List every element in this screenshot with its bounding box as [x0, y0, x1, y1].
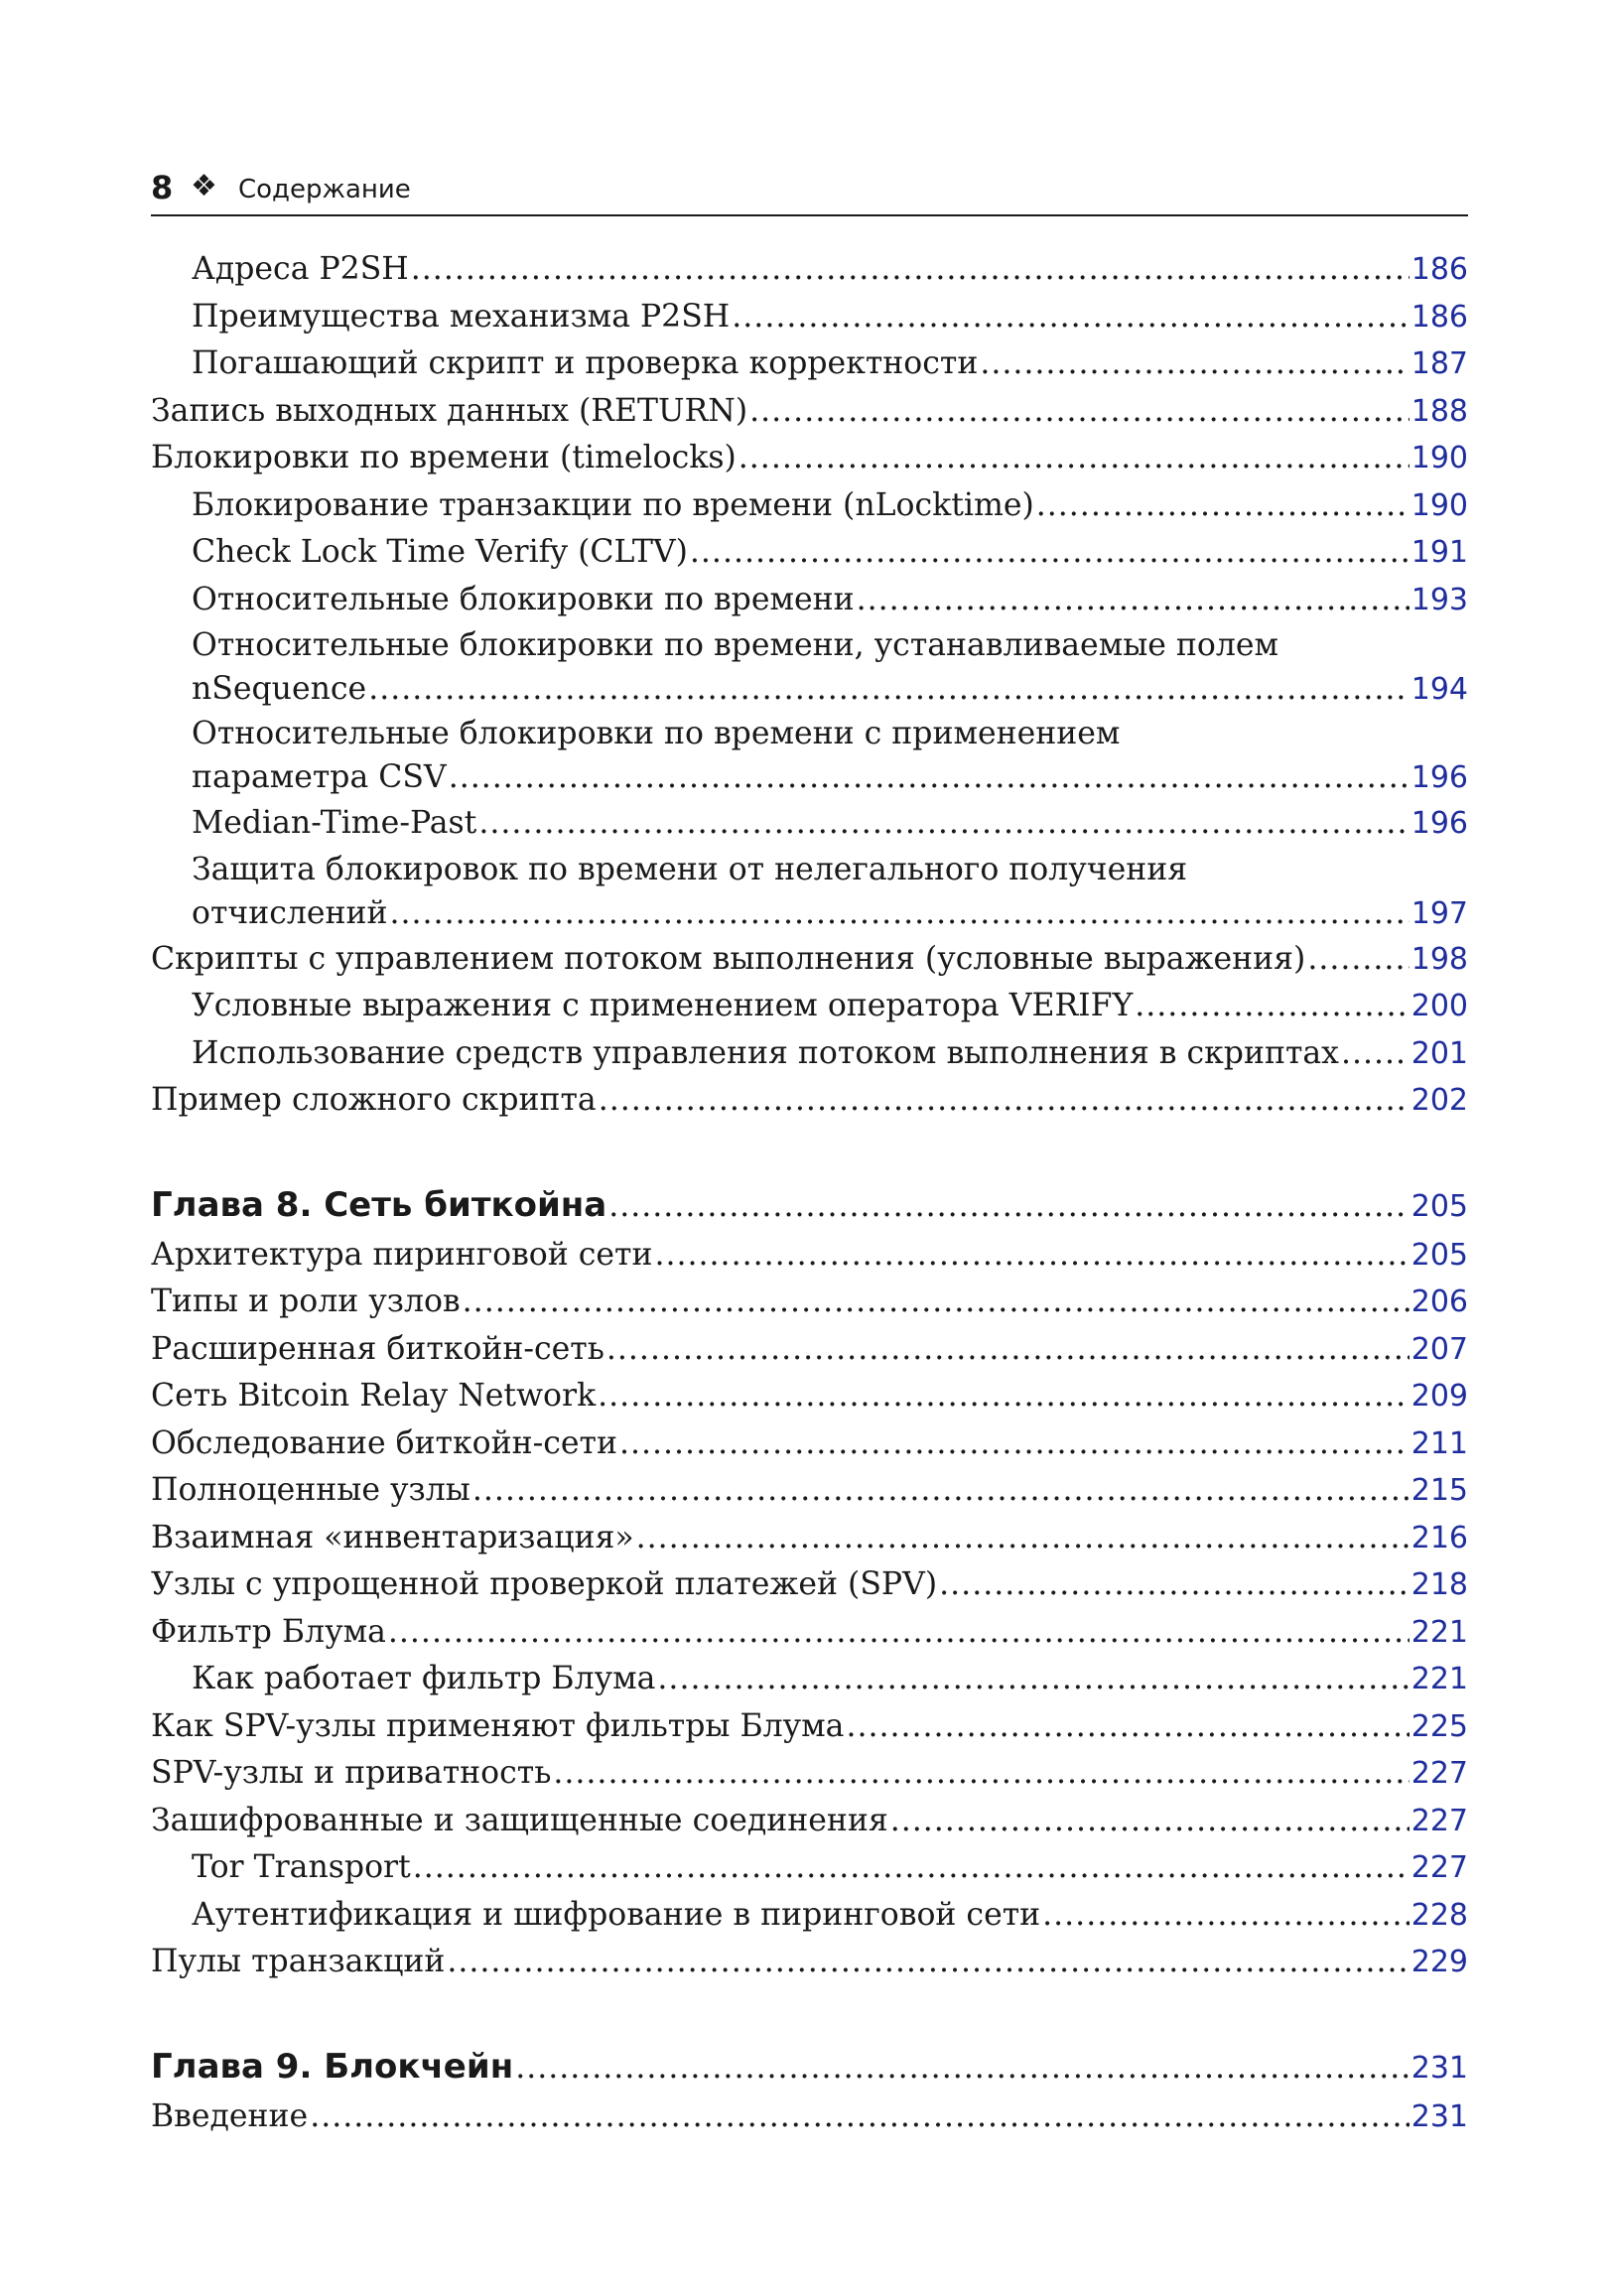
dot-leader [654, 1232, 1409, 1279]
dot-leader [857, 577, 1410, 623]
toc-entry[interactable] [151, 1892, 1468, 1940]
toc-page-number[interactable]: 228 [1410, 1897, 1468, 1933]
toc-entry-title: Полноценные узлы [151, 1472, 470, 1508]
toc-entry-title: Зашифрованные и защищенные соединения [151, 1802, 888, 1838]
dot-leader [619, 1420, 1410, 1467]
dot-leader [598, 1373, 1410, 1419]
toc-entry-title: Узлы с упрощенной проверкой платежей (SPV) [151, 1566, 938, 1602]
toc-entry-title: Скрипты с управлением потоком выполнения (условные выражения) [151, 940, 1306, 977]
toc-page-number[interactable]: 209 [1410, 1379, 1468, 1414]
toc-page-number[interactable]: 205 [1410, 1188, 1468, 1224]
toc-page-number[interactable]: 215 [1410, 1473, 1468, 1508]
dot-leader [449, 755, 1410, 799]
toc-entry-title: Обследование биткойн-сети [151, 1424, 617, 1461]
toc-entry[interactable] [151, 388, 1468, 436]
dot-leader [413, 1844, 1410, 1891]
dot-leader [980, 340, 1409, 387]
toc-entry[interactable] [151, 1844, 1468, 1892]
dot-leader [515, 2043, 1410, 2093]
dot-leader [890, 1798, 1410, 1844]
toc-entry[interactable] [151, 623, 1468, 712]
toc-entry-title-line2: отчислений [192, 894, 388, 931]
toc-entry-title: SPV-узлы и приватность [151, 1755, 552, 1791]
toc-page-number[interactable]: 186 [1410, 299, 1468, 335]
toc-entry-title: Использование средств управления потоком выполнения в скриптах [192, 1034, 1339, 1071]
toc-entry-title: Блокировки по времени (timelocks) [151, 440, 737, 475]
toc-entry-title-line1: Относительные блокировки по времени, устанавливаемые полем [192, 627, 1279, 663]
toc-entry[interactable] [151, 1420, 1468, 1468]
toc-page-number[interactable]: 227 [1410, 1756, 1468, 1791]
toc-entry-title-line2: параметра CSV [192, 759, 447, 795]
toc-entry[interactable] [151, 1232, 1468, 1280]
toc-entry[interactable] [151, 1798, 1468, 1845]
chapter-gap [151, 1986, 1468, 2042]
toc-entry[interactable] [151, 340, 1468, 388]
dot-leader [608, 1181, 1410, 1231]
toc-entry[interactable] [151, 1703, 1468, 1751]
dot-leader [1307, 936, 1409, 983]
toc-page-number[interactable]: 207 [1410, 1331, 1468, 1367]
dot-leader [472, 1467, 1410, 1514]
dot-leader [939, 1561, 1410, 1608]
dot-leader [690, 529, 1410, 576]
toc-page-number[interactable]: 227 [1410, 1803, 1468, 1838]
toc-entry-title: Относительные блокировки по времени [192, 581, 855, 617]
toc-page-number[interactable]: 216 [1410, 1520, 1468, 1555]
toc-entry[interactable] [151, 1656, 1468, 1703]
toc-section-2 [151, 936, 1468, 1125]
toc-section-3 [151, 1232, 1468, 1986]
dot-leader [388, 1609, 1410, 1656]
toc-entry-title-line1: Защита блокировок по времени от нелегального получения [192, 851, 1188, 887]
toc-page-number[interactable]: 196 [1410, 760, 1468, 795]
toc-entry[interactable] [151, 246, 1468, 294]
dot-leader [310, 2093, 1410, 2140]
toc-entry[interactable] [151, 1515, 1468, 1562]
toc-entry-title: Median-Time-Past [192, 805, 477, 841]
toc-entry[interactable] [151, 1279, 1468, 1326]
toc-entry-title: Введение [151, 2097, 309, 2134]
toc-page-number[interactable]: 202 [1410, 1083, 1468, 1118]
toc-page-number[interactable]: 188 [1410, 393, 1468, 429]
toc-entry[interactable] [151, 936, 1468, 984]
toc-page-number[interactable]: 190 [1410, 441, 1468, 475]
toc-entry[interactable] [151, 1750, 1468, 1798]
dot-leader [390, 891, 1410, 935]
toc-entry[interactable] [151, 983, 1468, 1030]
toc-page-number[interactable]: 225 [1410, 1708, 1468, 1744]
toc-entry-title: Архитектура пиринговой сети [151, 1236, 653, 1273]
toc-entry[interactable] [151, 577, 1468, 624]
toc-page-number[interactable]: 229 [1410, 1945, 1468, 1979]
chapter-title: Глава 9. Блокчейн [151, 2046, 514, 2087]
toc-entry-title: Tor Transport [192, 1849, 411, 1885]
toc-entry-title: Check Lock Time Verify (CLTV) [192, 534, 688, 570]
toc-entry[interactable] [151, 294, 1468, 341]
dot-leader [463, 1279, 1410, 1325]
toc-entry[interactable] [151, 712, 1468, 800]
dot-leader [368, 667, 1410, 711]
toc-entry[interactable] [151, 529, 1468, 577]
toc-entry-title: Типы и роли узлов [151, 1283, 461, 1319]
toc-page-number[interactable]: 196 [1410, 806, 1468, 841]
toc-page-number[interactable]: 231 [1410, 2050, 1468, 2086]
dot-leader [606, 1326, 1410, 1373]
dot-leader [749, 388, 1410, 435]
toc-page-number[interactable]: 227 [1410, 1850, 1468, 1885]
toc-section-1 [151, 246, 1468, 623]
toc-entry-title: Как SPV-узлы применяют фильтры Блума [151, 1707, 845, 1744]
dot-leader [657, 1656, 1409, 1702]
table-of-contents [151, 246, 1468, 2140]
toc-entry[interactable] [151, 1373, 1468, 1420]
toc-page-number[interactable]: 218 [1410, 1567, 1468, 1602]
toc-page-number[interactable]: 193 [1410, 582, 1468, 617]
ornament-icon: ❖ [191, 169, 217, 203]
dot-leader [1135, 983, 1409, 1029]
dot-leader [1042, 1892, 1410, 1939]
toc-page-number[interactable]: 221 [1410, 1662, 1468, 1696]
chapter-heading[interactable] [151, 1180, 1468, 1232]
toc-entry-title: Пример сложного скрипта [151, 1082, 597, 1118]
toc-page-number[interactable]: 205 [1410, 1237, 1468, 1273]
running-header [151, 165, 1468, 216]
toc-entry-title: Преимущества механизма P2SH [192, 298, 731, 335]
dot-leader [1036, 482, 1410, 529]
toc-page-number[interactable]: 190 [1410, 487, 1468, 523]
toc-page-number[interactable]: 197 [1410, 895, 1468, 931]
dot-leader [447, 1939, 1409, 1985]
toc-entry[interactable] [151, 1030, 1468, 1078]
toc-page-number[interactable]: 187 [1410, 346, 1468, 381]
toc-entry[interactable] [151, 800, 1468, 848]
dot-leader [846, 1703, 1409, 1750]
toc-entry[interactable] [151, 1467, 1468, 1515]
toc-page-number[interactable]: 200 [1410, 989, 1468, 1023]
toc-page-number[interactable]: 221 [1410, 1614, 1468, 1650]
dot-leader [478, 800, 1409, 847]
toc-entry[interactable] [151, 1326, 1468, 1374]
toc-entry[interactable] [151, 435, 1468, 482]
toc-page-number[interactable]: 231 [1410, 2098, 1468, 2134]
toc-section-4 [151, 2093, 1468, 2141]
toc-entry-title: Как работает фильтр Блума [192, 1661, 656, 1696]
chapter-heading[interactable] [151, 2042, 1468, 2093]
toc-entry-title: Сеть Bitcoin Relay Network [151, 1378, 597, 1414]
page-number: 8 [151, 169, 174, 206]
chapter-title: Глава 8. Сеть биткойна [151, 1184, 607, 1225]
dot-leader [732, 294, 1409, 340]
dot-leader [1341, 1030, 1410, 1077]
toc-page-number[interactable]: 194 [1410, 672, 1468, 707]
toc-entry[interactable] [151, 1939, 1468, 1986]
toc-entry-title: Блокирование транзакции по времени (nLocktime) [192, 486, 1034, 523]
toc-entry-title: Пулы транзакций [151, 1944, 446, 1979]
toc-entry-title: Адреса P2SH [192, 251, 409, 287]
toc-entry[interactable] [151, 1561, 1468, 1609]
toc-entry-title: Условные выражения с применением оператора VERIFY [192, 988, 1134, 1023]
chapter-gap [151, 1125, 1468, 1180]
toc-entry-title: Погашающий скрипт и проверка корректности [192, 345, 979, 381]
toc-entry-title: Взаимная «инвентаризация» [151, 1519, 634, 1555]
header-title: Содержание [238, 175, 411, 204]
toc-page-number[interactable]: 201 [1410, 1035, 1468, 1071]
toc-entry[interactable] [151, 848, 1468, 936]
dot-leader [599, 1077, 1410, 1124]
dot-leader [739, 435, 1410, 481]
toc-page-number[interactable]: 206 [1410, 1284, 1468, 1319]
dot-leader [411, 246, 1410, 293]
toc-entry[interactable] [151, 482, 1468, 530]
toc-page-number[interactable]: 198 [1410, 941, 1468, 977]
toc-page-number[interactable]: 191 [1410, 535, 1468, 570]
toc-page-number[interactable]: 211 [1410, 1425, 1468, 1461]
toc-entry-title-line2: nSequence [192, 671, 367, 707]
dot-leader [553, 1750, 1409, 1797]
toc-entry-title: Расширенная биткойн-сеть [151, 1330, 604, 1367]
toc-entry-title-line1: Относительные блокировки по времени с применением [192, 716, 1121, 751]
toc-entry[interactable] [151, 1077, 1468, 1125]
toc-entry-title: Фильтр Блума [151, 1613, 386, 1650]
dot-leader [636, 1515, 1410, 1561]
toc-entry[interactable] [151, 1609, 1468, 1657]
toc-entry[interactable] [151, 2093, 1468, 2141]
toc-entry-title: Аутентификация и шифрование в пиринговой сети [192, 1896, 1041, 1933]
toc-entry-title: Запись выходных данных (RETURN) [151, 392, 748, 429]
toc-page-number[interactable]: 186 [1410, 252, 1468, 287]
